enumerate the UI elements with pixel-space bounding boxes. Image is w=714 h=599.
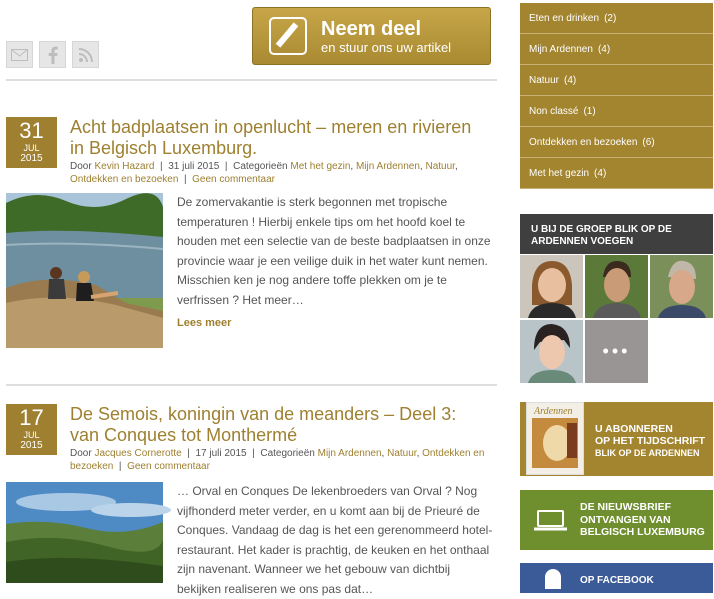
submit-article-button[interactable] (252, 7, 491, 65)
author-link[interactable]: Kevin Hazard (94, 161, 155, 172)
subscribe-text (595, 423, 705, 459)
meta-by: Door (70, 448, 92, 459)
category-count: (4) (597, 43, 611, 55)
date-badge (6, 117, 57, 168)
category-count: (4) (594, 167, 607, 179)
meta-sep: | (116, 461, 125, 472)
newsletter-text (580, 501, 705, 539)
rss-icon[interactable] (72, 41, 99, 68)
edit-icon (269, 17, 307, 55)
meta-categories-label: Categorieën (233, 161, 288, 172)
post-excerpt: … Orval en Conques De lekenbroeders van Orval ? Nog vijfhonderd meter verder, en u komt aan bij de Prieuré de Conques. Vandaag de dag is het een gerenommeerd hotel-restaurant. Het kader is prachtig, de keuken en het onthaal zijn navenant. Wanneer we het gebouw van dichtbij bekijken realiseren we ons pas dat… (177, 484, 493, 596)
comments-link[interactable]: Geen commentaar (192, 174, 275, 185)
category-link[interactable]: Ontdekken en bezoeken (70, 448, 485, 472)
subscribe-line: OP HET TIJDSCHRIFT (595, 435, 706, 447)
post-meta: Door Kevin Hazard | 31 juli 2015 | Categorieën Met het gezin, Mijn Ardennen, Natuur, Ontdekken en bezoeken | Geen commentaar (70, 161, 458, 185)
avatar[interactable] (520, 255, 583, 318)
meta-sep: | (249, 448, 258, 459)
divider (6, 79, 497, 81)
category-count: (2) (604, 12, 617, 24)
category-link[interactable]: Met het gezin (290, 161, 351, 172)
avatar[interactable] (585, 255, 648, 318)
mail-icon[interactable] (6, 41, 33, 68)
magazine-cover (526, 402, 584, 475)
group-box (520, 214, 713, 383)
post-date: 17 juli 2015 (195, 448, 247, 459)
meta-sep: | (181, 174, 190, 185)
subscribe-line: U ABONNEREN (595, 423, 673, 435)
category-item-ontdekken-en-bezoeken[interactable] (520, 127, 713, 158)
category-list (520, 3, 713, 189)
category-item-mijn-ardennen[interactable] (520, 34, 713, 65)
post-image-lake[interactable] (6, 193, 163, 348)
cta-title: Neem deel (321, 17, 422, 40)
category-label: Non classé (529, 105, 579, 117)
facebook-label: OP FACEBOOK (580, 575, 654, 586)
comments-link[interactable]: Geen commentaar (127, 461, 210, 472)
meta-categories-label: Categorieën (260, 448, 315, 459)
facebook-icon (545, 569, 561, 589)
date-year: 2015 (20, 153, 43, 164)
category-label: Eten en drinken (529, 12, 600, 24)
meta-sep: | (184, 448, 193, 459)
date-badge (6, 404, 57, 455)
category-count: (1) (583, 105, 596, 117)
date-month: JUL (23, 143, 40, 153)
category-link[interactable]: Natuur (425, 161, 455, 172)
category-count: (6) (642, 136, 655, 148)
facebook-box[interactable] (520, 563, 713, 593)
meta-by: Door (70, 161, 92, 172)
category-link[interactable]: Ontdekken en bezoeken (70, 174, 179, 185)
cta-subtitle: en stuur ons uw artikel (321, 39, 452, 55)
post-title[interactable]: De Semois, koningin van de meanders – Deel 3: van Conques tot Monthermé (70, 404, 457, 445)
divider (6, 384, 497, 386)
avatar[interactable] (650, 255, 713, 318)
meta-sep: | (157, 161, 166, 172)
more-members-button[interactable]: ••• (585, 320, 648, 383)
facebook-icon[interactable] (39, 41, 66, 68)
group-title: U BIJ DE GROEP BLIK OP DE ARDENNEN VOEGEN (520, 214, 713, 254)
social-icons (6, 41, 99, 68)
author-link[interactable]: Jacques Cornerotte (94, 448, 182, 459)
newsletter-box[interactable] (520, 490, 713, 550)
date-year: 2015 (20, 440, 43, 451)
category-link[interactable]: Mijn Ardennen (317, 448, 382, 459)
post-excerpt: De zomervakantie is sterk begonnen met tropische temperaturen ! Hierbij enkele tips om het hoofd koel te houden met een selectie van de beste badplaatsen in onze provincie waar je een veilige duik in het water kunt nemen. Misschien ken je nog andere toffe plekken om je te verfrissen ? Het meer… (177, 195, 491, 307)
post-meta: Door Jacques Cornerotte | 17 juli 2015 | Categorieën Mijn Ardennen, Natuur, Ontdekken en bezoeken | Geen commentaar (70, 448, 485, 472)
date-month: JUL (23, 430, 40, 440)
newsletter-line: DE NIEUWSBRIEF (580, 501, 672, 513)
category-item-non-classe[interactable] (520, 96, 713, 127)
category-count: (4) (564, 74, 577, 86)
category-label: Ontdekken en bezoeken (529, 136, 638, 148)
date-day: 17 (19, 405, 44, 430)
read-more-link[interactable]: Lees meer (177, 317, 232, 329)
date-day: 31 (19, 118, 44, 143)
newsletter-line: ONTVANGEN VAN (580, 513, 671, 526)
member-avatars (520, 255, 713, 383)
subscribe-line: BLIK OP DE ARDENNEN (595, 448, 700, 458)
post-image-valley[interactable] (6, 482, 163, 583)
category-link[interactable]: Mijn Ardennen (355, 161, 420, 172)
category-item-eten-en-drinken[interactable] (520, 3, 713, 34)
magazine-cover-title: Ardennen (534, 406, 573, 417)
meta-sep: | (222, 161, 231, 172)
subscribe-magazine-box[interactable] (520, 402, 713, 476)
category-item-met-het-gezin[interactable] (520, 158, 713, 189)
laptop-icon (534, 510, 567, 531)
avatar[interactable] (520, 320, 583, 383)
post-date: 31 juli 2015 (168, 161, 220, 172)
category-link[interactable]: Natuur (387, 448, 417, 459)
category-label: Mijn Ardennen (529, 43, 593, 55)
newsletter-line: BELGISCH LUXEMBURG (580, 526, 705, 538)
post-title[interactable]: Acht badplaatsen in openlucht – meren en rivieren in Belgisch Luxemburg. (70, 117, 472, 158)
category-item-natuur[interactable] (520, 65, 713, 96)
category-label: Natuur (529, 74, 560, 86)
category-label: Met het gezin (529, 167, 590, 179)
